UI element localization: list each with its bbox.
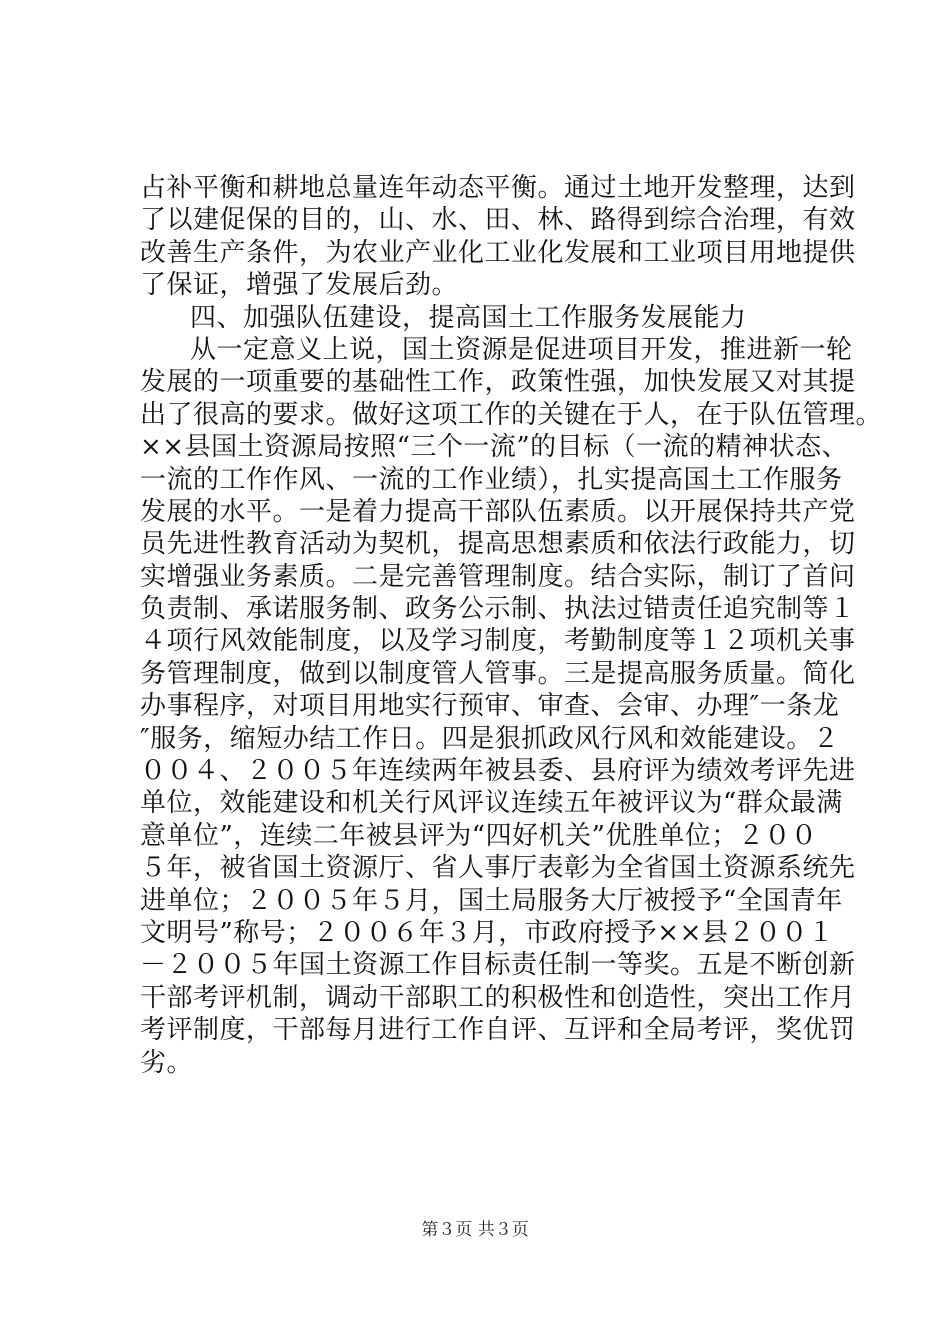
text-line: 占补平衡和耕地总量连年动态平衡。通过土地开发整理，达到 xyxy=(140,173,856,203)
paragraph-first-line: 从一定意义上说，国土资源是促进项目开发，推进新一轮 xyxy=(190,334,853,365)
text-line: 实增强业务素质。二是完善管理制度。结合实际，制订了首问 xyxy=(140,561,856,592)
text-line: 考评制度，干部每月进行工作自评、互评和全局考评，奖优罚 xyxy=(140,1015,856,1046)
text-line: 务管理制度，做到以制度管人管事。三是提高服务质量。简化 xyxy=(140,658,856,689)
text-line: 文明号”称号；２００６年３月，市政府授予××县２００１ xyxy=(140,917,835,948)
document-body xyxy=(140,172,883,1079)
text-line: 办事程序，对项目用地实行预审、审查、会审、办理″一条龙 xyxy=(140,691,840,722)
text-line: 出了很高的要求。做好这项工作的关键在于人，在于队伍管理。 xyxy=(140,399,883,430)
text-line: 员先进性教育活动为契机，提高思想素质和依法行政能力，切 xyxy=(140,529,856,560)
text-line: 单位，效能建设和机关行风评议连续五年被评议为“群众最满 xyxy=(140,788,843,819)
text-line: 发展的水平。一是着力提高干部队伍素质。以开展保持共产党 xyxy=(140,496,856,527)
page-footer xyxy=(0,1215,950,1240)
text-line: 了保证，增强了发展后劲。 xyxy=(140,270,459,301)
text-line: ××县国土资源局按照“三个一流”的目标（一流的精神状态、 xyxy=(140,432,849,463)
text-line: 劣。 xyxy=(140,1047,194,1078)
text-line: ４项行风效能制度，以及学习制度，考勤制度等１２项机关事 xyxy=(140,626,856,657)
text-line: 负责制、承诺服务制、政务公示制、执法过错责任追究制等１ xyxy=(140,594,856,625)
text-line: －２００５年国土资源工作目标责任制一等奖。五是不断创新 xyxy=(140,950,856,981)
section-heading: 四、加强队伍建设，提高国土工作服务发展能力 xyxy=(190,302,747,333)
text-line: 一流的工作作风、一流的工作业绩），扎实提高国土工作服务 xyxy=(140,464,843,495)
page-number: 第３页 共３页 xyxy=(421,1220,529,1240)
text-line: 进单位；２００５年５月，国土局服务大厅被授予“全国青年 xyxy=(140,885,843,916)
text-line: 改善生产条件，为农业产业化工业化发展和工业项目用地提供 xyxy=(140,237,856,268)
text-line: 了以建促保的目的，山、水、田、林、路得到综合治理，有效 xyxy=(140,205,856,236)
text-line: 发展的一项重要的基础性工作，政策性强，加快发展又对其提 xyxy=(140,367,856,398)
text-line: 意单位”，连续二年被县评为“四好机关”优胜单位；２００ xyxy=(140,820,818,851)
text-line: 干部考评机制，调动干部职工的积极性和创造性，突出工作月 xyxy=(140,982,856,1013)
text-line: ００４、２００５年连续两年被县委、县府评为绩效考评先进 xyxy=(140,756,856,787)
text-line: ５年，被省国土资源厅、省人事厅表彰为全省国土资源系统先 xyxy=(140,853,856,884)
text-line: ″服务，缩短办结工作日。四是狠抓政风行风和效能建设。２ xyxy=(140,723,840,754)
